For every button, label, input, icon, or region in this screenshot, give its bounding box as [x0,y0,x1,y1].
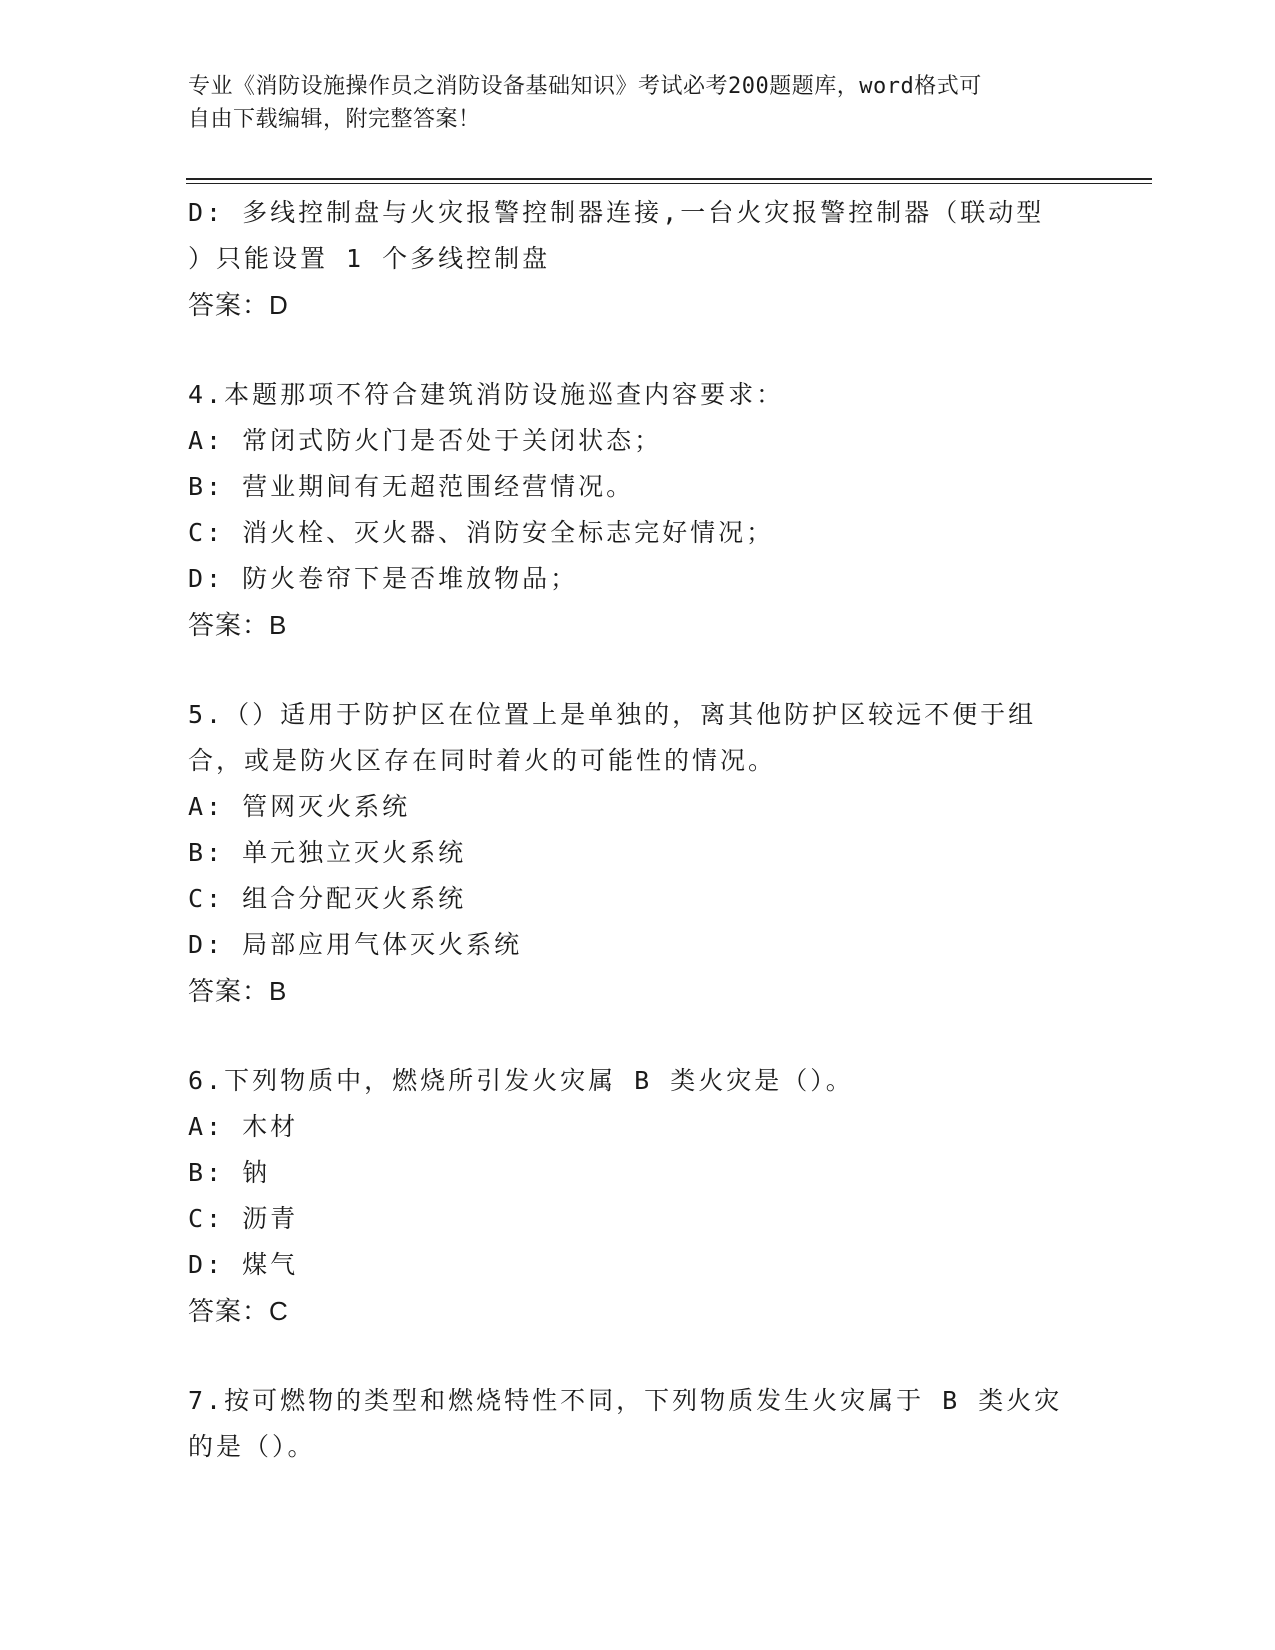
question-stem: 5.（）适用于防护区在位置上是单独的，离其他防护区较远不便于组 [188,700,1037,729]
header-divider-thick [186,178,1152,180]
header-line-1: 专业《消防设施操作员之消防设备基础知识》考试必考200题题库，word格式可 [188,74,982,99]
question-block-6 [188,1058,1068,1334]
option-d: D: 防火卷帘下是否堆放物品； [188,564,579,593]
spacer [188,1014,1068,1058]
question-stem-continued: 合，或是防火区存在同时着火的可能性的情况。 [188,746,777,775]
question-list [188,190,1068,1470]
option-c: C: 沥青 [188,1204,299,1233]
spacer [188,648,1068,692]
question-stem: 4.本题那项不符合建筑消防设施巡查内容要求： [188,380,785,409]
option-c: C: 组合分配灭火系统 [188,884,467,913]
answer-line: 答案：D [188,290,289,320]
question-stem: 7.按可燃物的类型和燃烧特性不同，下列物质发生火灾属于 B 类火灾 [188,1386,1063,1415]
option-d-continued: ）只能设置 1 个多线控制盘 [188,244,551,273]
option-d: D: 多线控制盘与火灾报警控制器连接,一台火灾报警控制器（联动型 [188,198,1045,227]
option-a: A: 木材 [188,1112,299,1141]
option-d: D: 煤气 [188,1250,299,1279]
option-b: B: 钠 [188,1158,271,1187]
option-d: D: 局部应用气体灭火系统 [188,930,523,959]
spacer [188,328,1068,372]
question-stem: 6.下列物质中，燃烧所引发火灾属 B 类火灾是（）。 [188,1066,854,1095]
option-a: A: 管网灭火系统 [188,792,411,821]
option-c: C: 消火栓、灭火器、消防安全标志完好情况； [188,518,775,547]
answer-line: 答案：C [188,1296,289,1326]
document-header [188,70,1068,136]
header-divider-thin [186,183,1152,184]
option-b: B: 营业期间有无超范围经营情况。 [188,472,635,501]
question-block-5 [188,692,1068,1014]
spacer [188,1334,1068,1378]
header-line-2: 自由下载编辑，附完整答案！ [188,107,481,132]
question-block-3 [188,190,1068,328]
option-a: A: 常闭式防火门是否处于关闭状态； [188,426,663,455]
answer-line: 答案：B [188,610,288,640]
answer-line: 答案：B [188,976,288,1006]
question-block-4 [188,372,1068,648]
question-stem-continued: 的是（）。 [188,1432,316,1461]
question-block-7 [188,1378,1068,1470]
option-b: B: 单元独立灭火系统 [188,838,467,867]
